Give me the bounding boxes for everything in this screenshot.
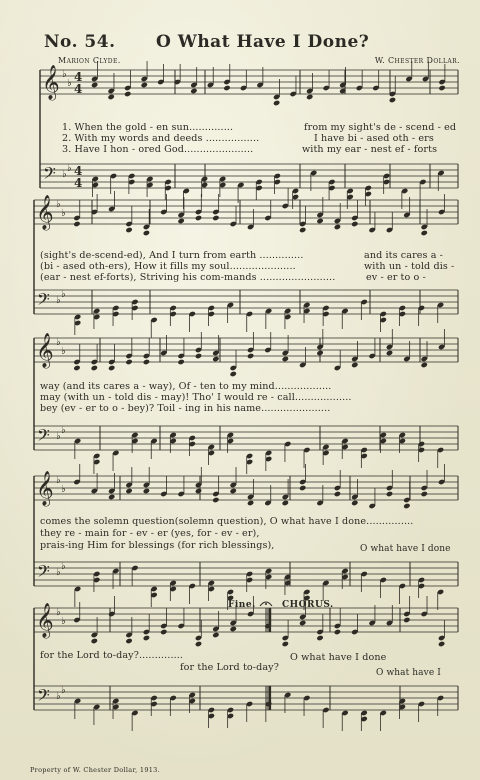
svg-text:♭: ♭ — [67, 78, 72, 89]
key-signature-bass-3 — [56, 425, 66, 442]
composer-credit: W. Chester Dollar. — [374, 56, 460, 65]
lyric-s3-v1: way (and its cares a - way), Of - ten to my mind.................. — [40, 381, 332, 392]
lyric-s1-v1-a: 1. When the gold - en sun.............. — [62, 122, 234, 133]
svg-text:♭: ♭ — [61, 484, 66, 495]
treble-staff-3 — [34, 338, 458, 362]
svg-text:♭: ♭ — [56, 567, 61, 578]
treble-clef-icon-3: 𝄞 — [36, 333, 54, 368]
key-signature-bass-4 — [56, 561, 66, 578]
lyric-s4-v2: they re - main for - ev - er (yes, for - ev - er), — [40, 528, 260, 539]
lyric-s4-bass: O what have I done — [360, 544, 451, 554]
fine-marking: Fine. — [228, 600, 256, 610]
svg-text:♭: ♭ — [56, 691, 61, 702]
bass-clef-icon-2: 𝄢 — [37, 289, 50, 313]
key-signature-treble-3 — [56, 337, 66, 357]
bass-clef-icon-4: 𝄢 — [37, 561, 50, 585]
hymn-title: O What Have I Done? — [156, 32, 370, 52]
svg-text:♭: ♭ — [56, 607, 61, 618]
copyright-footer: Property of W. Chester Dollar, 1913. — [30, 766, 160, 774]
svg-text:♭: ♭ — [61, 561, 66, 572]
lyric-s1-v1-b: from my sight's de - scend - ed — [304, 122, 457, 133]
bass-clef-icon-3: 𝄢 — [37, 425, 50, 449]
svg-text:♭: ♭ — [61, 346, 66, 357]
treble-clef-icon-5: 𝄞 — [36, 603, 54, 638]
svg-text:♭: ♭ — [56, 199, 61, 210]
lyric-s5-mid: for the Lord to-day? — [180, 662, 279, 673]
key-signature-bass-2 — [56, 289, 66, 306]
key-signature-bass-5 — [56, 685, 66, 702]
svg-text:♭: ♭ — [56, 431, 61, 442]
treble-clef-icon-1: 𝄞 — [42, 65, 60, 100]
treble-notes-1 — [91, 61, 446, 106]
key-signature-treble-5 — [56, 607, 66, 627]
time-signature-treble — [74, 70, 82, 96]
lyric-s2-v1-a: (sight's de-scend-ed), And I turn from earth .............. — [40, 250, 304, 261]
key-signature-treble-2 — [56, 199, 66, 219]
lyric-s5-bass: O what have I — [376, 668, 441, 678]
treble-staff-5 — [34, 608, 458, 632]
svg-text:4: 4 — [74, 176, 83, 190]
treble-notes-4 — [73, 464, 445, 509]
lyric-s4-v3: prais-ing Him for blessings (for rich blessings), — [40, 540, 275, 551]
key-signature-treble-4 — [56, 475, 66, 495]
lyric-s2-v3-b: ev - er to o - — [366, 272, 426, 283]
svg-text:♭: ♭ — [56, 475, 61, 486]
lyric-s5-treble-a: for the Lord to-day?.............. — [40, 650, 184, 661]
treble-notes-3 — [73, 329, 445, 377]
bass-clef-icon-1: 𝄢 — [43, 163, 56, 187]
fermata-dot-icon — [265, 603, 267, 605]
lyric-s2-v1-b: and its cares a - — [364, 250, 444, 261]
bass-notes-4 — [74, 565, 444, 610]
lyric-s2-v2-b: with un - told dis - — [364, 261, 455, 272]
hymn-number: No. 54. — [44, 32, 116, 52]
lyric-s5-treble-b: O what have I done — [290, 652, 387, 663]
svg-text:♭: ♭ — [67, 163, 72, 174]
svg-text:♭: ♭ — [56, 295, 61, 306]
lyric-s1-v2-b: I have bi - ased oth - ers — [314, 133, 434, 144]
svg-text:♭: ♭ — [62, 69, 67, 80]
key-signature-bass-1 — [62, 163, 72, 180]
svg-text:♭: ♭ — [62, 169, 67, 180]
time-signature-bass — [74, 164, 82, 190]
bass-clef-icon-5: 𝄢 — [37, 685, 50, 709]
svg-text:♭: ♭ — [61, 208, 66, 219]
treble-staff-2 — [34, 200, 458, 224]
svg-text:♭: ♭ — [61, 425, 66, 436]
svg-text:4: 4 — [74, 70, 83, 84]
lyricist-credit: Marion Clyde. — [58, 56, 121, 65]
lyric-s1-v3-b: with my ear - nest ef - forts — [302, 144, 438, 155]
treble-notes-5 — [73, 596, 445, 647]
lyric-s1-v3-a: 3. Have I hon - ored God...................... — [62, 144, 254, 155]
bass-notes-2 — [74, 299, 444, 338]
svg-text:♭: ♭ — [61, 289, 66, 300]
treble-clef-icon-2: 𝄞 — [36, 195, 54, 230]
svg-text:♭: ♭ — [56, 337, 61, 348]
key-signature-treble-1 — [62, 69, 72, 89]
svg-text:4: 4 — [74, 164, 83, 178]
bass-staff-3 — [34, 426, 458, 450]
lyric-s3-v3: bey (ev - er to o - bey)? Toil - ing in his name...................... — [40, 403, 331, 414]
lyric-s4-v1: comes the solemn question(solemn question), O what have I done............... — [40, 516, 414, 527]
lyric-s1-v2-a: 2. With my words and deeds ................. — [62, 133, 260, 144]
treble-clef-icon-4: 𝄞 — [36, 471, 54, 506]
lyric-s3-v2: may (with un - told dis - may)! Tho' I would re - call.................. — [40, 392, 352, 403]
lyric-s2-v3-a: (ear - nest ef-forts), Striving his com-mands ........................ — [40, 272, 336, 283]
chorus-marking: CHORUS. — [282, 600, 334, 610]
bass-staff-1 — [40, 164, 458, 188]
svg-text:♭: ♭ — [61, 685, 66, 696]
treble-staff-4 — [34, 476, 458, 500]
svg-text:4: 4 — [74, 82, 83, 96]
svg-text:♭: ♭ — [61, 616, 66, 627]
lyric-s2-v2-a: (bi - ased oth-ers), How it fills my soul..................... — [40, 261, 296, 272]
